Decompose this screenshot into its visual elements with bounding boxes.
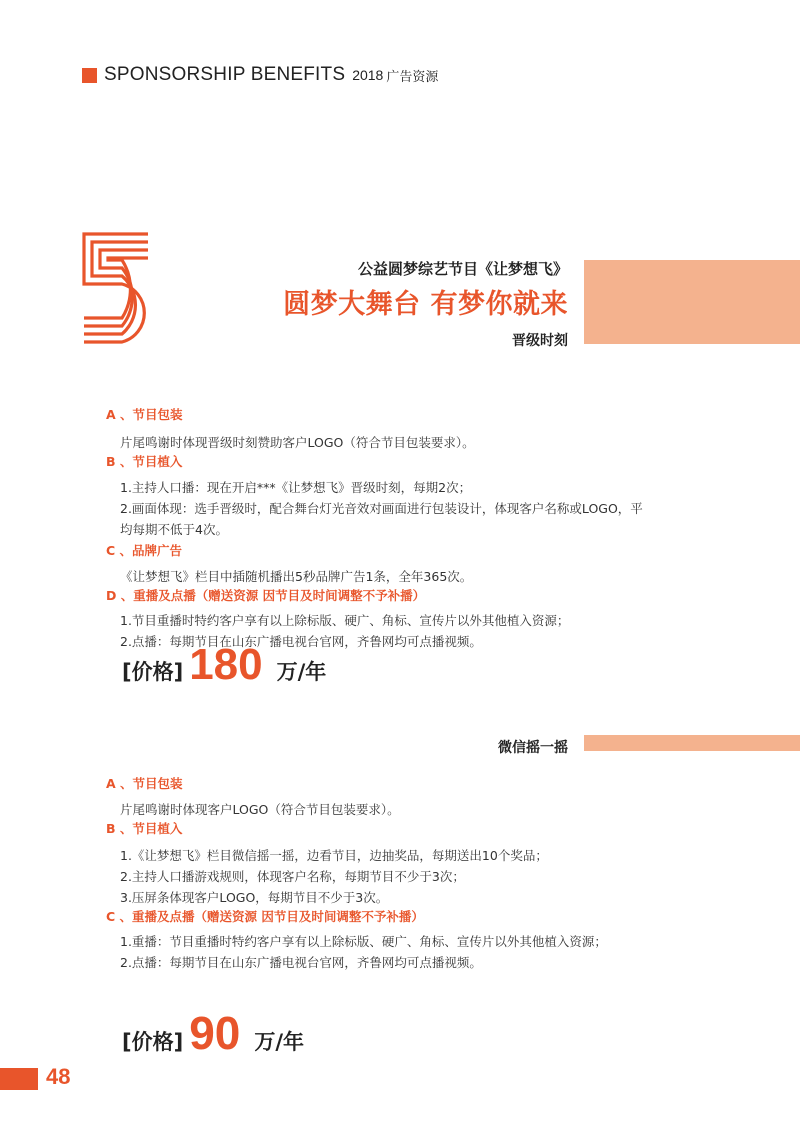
- item-title: A 、节目包装: [106, 407, 183, 422]
- item-line: 2.点播：每期节目在山东广播电视台官网，齐鲁网均可点播视频。: [120, 634, 482, 649]
- price-value: 180: [189, 640, 263, 689]
- header-title-cn: 广告资源: [386, 69, 439, 85]
- item-line: 片尾鸣谢时体现晋级时刻赞助客户LOGO（符合节目包装要求）。: [120, 435, 475, 450]
- item-title: D 、重播及点播（赠送资源 因节目及时间调整不予补播）: [106, 588, 426, 603]
- section-name-weixin: 微信摇一摇: [498, 740, 568, 756]
- item-line: 片尾鸣谢时体现客户LOGO（符合节目包装要求）。: [120, 802, 400, 817]
- item-title: B 、节目植入: [106, 821, 183, 836]
- item-line: 《让梦想飞》栏目中插随机播出5秒品牌广告1条，全年365次。: [120, 569, 473, 584]
- section1-content: [106, 406, 666, 652]
- item-line: 1.节目重播时特约客户享有以上除标版、硬广、角标、宣传片以外其他植入资源；: [120, 613, 570, 628]
- price-1: [122, 640, 326, 690]
- number-five-icon: [76, 226, 162, 344]
- price-unit: 万/年: [276, 660, 327, 684]
- program-subtitle: 公益圆梦综艺节目《让梦想飞》: [357, 260, 568, 278]
- accent-band-2: [584, 735, 800, 751]
- section-name-jinji: 晋级时刻: [512, 333, 568, 349]
- item-title: C 、品牌广告: [106, 543, 183, 558]
- item-line: 均每期不低于4次。: [120, 522, 228, 537]
- item-title: C 、重播及点播（赠送资源 因节目及时间调整不予补播）: [106, 909, 424, 924]
- item-line: 1.主持人口播：现在开启***《让梦想飞》晋级时刻，每期2次；: [120, 480, 472, 495]
- page-number: 48: [46, 1064, 71, 1089]
- price-unit: 万/年: [254, 1030, 305, 1054]
- header-square-icon: [82, 68, 97, 83]
- page-number-marker: [0, 1068, 38, 1090]
- page-header: [82, 64, 438, 86]
- accent-band: [584, 260, 800, 344]
- price-label: [价格]: [122, 660, 184, 684]
- price-value: 90: [189, 1007, 241, 1059]
- program-main-title: 圆梦大舞台 有梦你就来: [283, 289, 568, 320]
- item-title: B 、节目植入: [106, 454, 183, 469]
- header-year: 2018: [352, 67, 384, 83]
- item-title: A 、节目包装: [106, 776, 183, 791]
- header-title-en: SPONSORSHIP BENEFITS: [104, 64, 346, 85]
- item-line: 2.点播：每期节目在山东广播电视台官网，齐鲁网均可点播视频。: [120, 955, 482, 970]
- item-line: 1.重播：节目重播时特约客户享有以上除标版、硬广、角标、宣传片以外其他植入资源；: [120, 934, 607, 949]
- item-line: 2.主持人口播游戏规则，体现客户名称，每期节目不少于3次；: [120, 869, 465, 884]
- price-2: [122, 1006, 304, 1060]
- item-line: 3.压屏条体现客户LOGO，每期节目不少于3次。: [120, 890, 389, 905]
- price-label: [价格]: [122, 1030, 184, 1054]
- item-line: 1.《让梦想飞》栏目微信摇一摇，边看节目，边抽奖品，每期送出10个奖品；: [120, 848, 548, 863]
- item-line: 2.画面体现：选手晋级时，配合舞台灯光音效对画面进行包装设计，体现客户名称或LOGO，平: [120, 501, 643, 516]
- section2-content: [106, 775, 666, 973]
